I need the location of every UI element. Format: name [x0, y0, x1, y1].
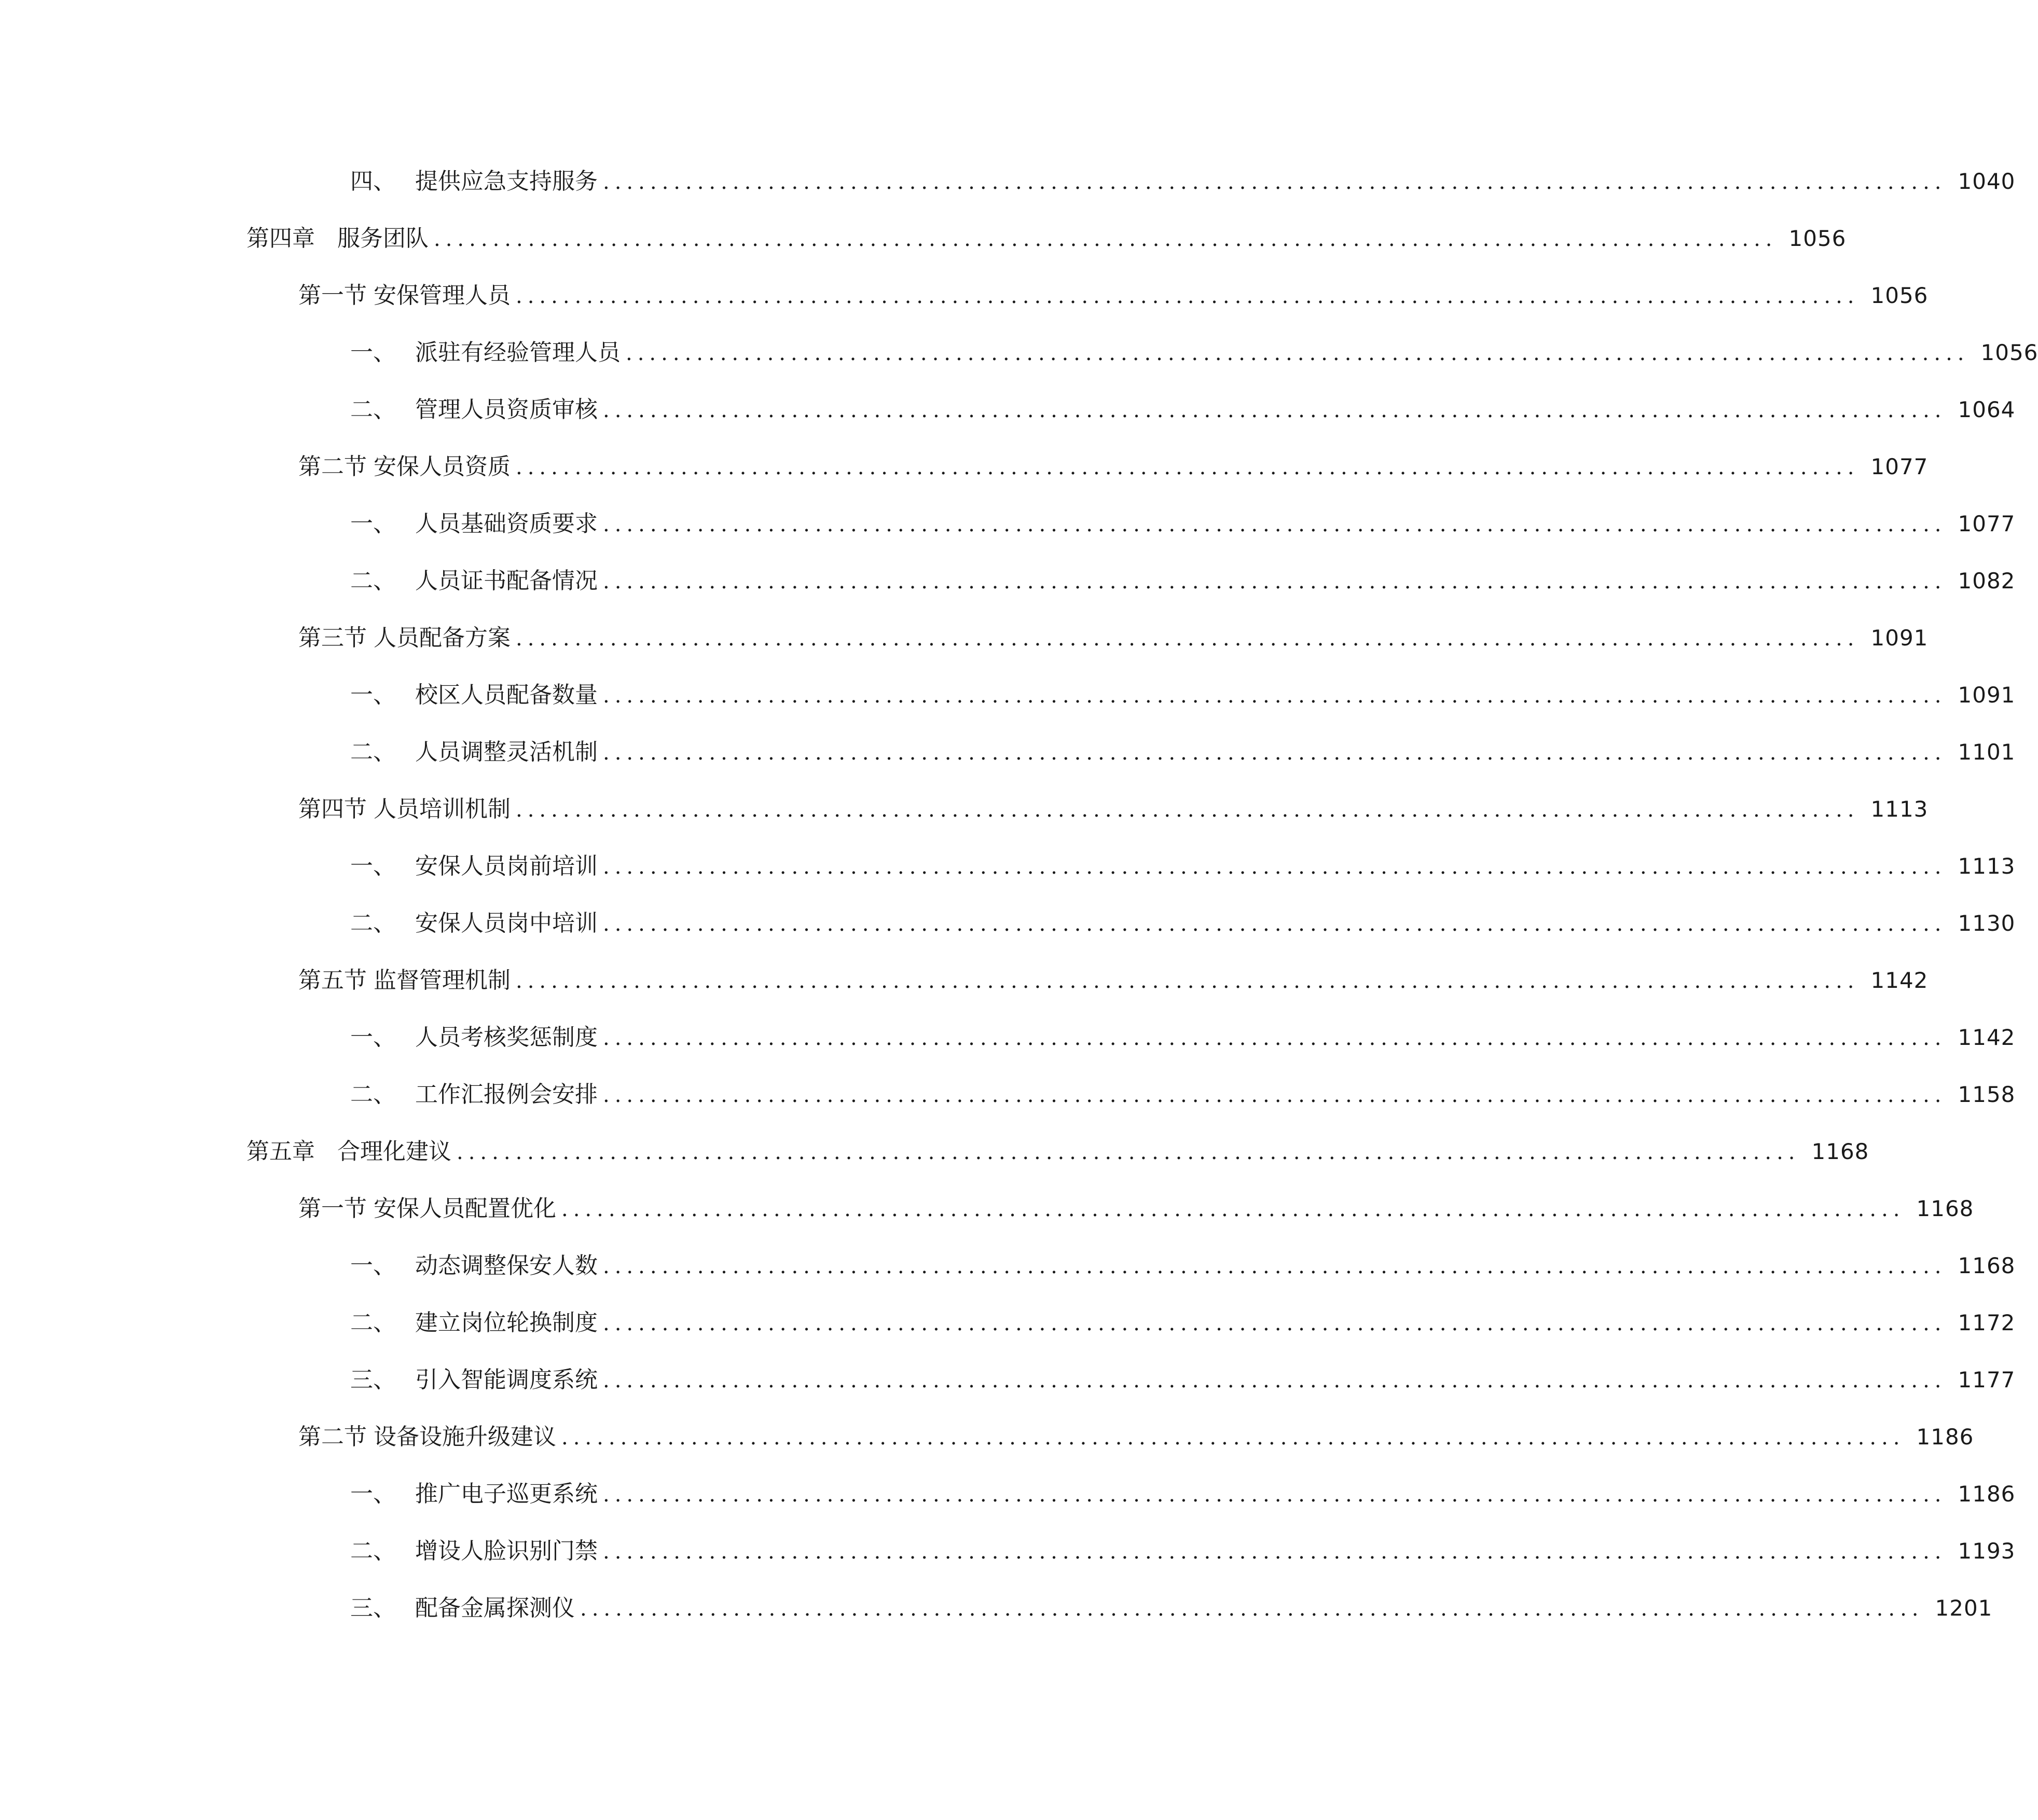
dot-leader: .................................................................................................................. — [434, 227, 1778, 251]
toc-entry-number: 第三节 — [298, 625, 367, 651]
toc-entry[interactable] — [350, 1078, 2016, 1111]
toc-entry-page: 1201 — [1935, 1595, 1993, 1621]
toc-entry-number: 一、 — [350, 682, 396, 708]
toc-entry-title: 建立岗位轮换制度 — [415, 1309, 598, 1336]
toc-entry-number: 第二节 — [298, 1424, 367, 1450]
dot-leader: .................................................................................................................. — [516, 456, 1860, 479]
dot-leader: .................................................................................................................. — [603, 1540, 1947, 1564]
toc-entry-page: 1077 — [1870, 454, 1929, 479]
toc-entry-title: 动态调整保安人数 — [415, 1252, 598, 1279]
toc-entry[interactable] — [298, 450, 1929, 484]
toc-entry[interactable] — [350, 564, 2016, 598]
toc-entry[interactable] — [298, 279, 1929, 312]
toc-entry-title: 安保人员岗前培训 — [415, 853, 598, 879]
toc-entry-page: 1168 — [1916, 1196, 1974, 1221]
toc-entry-title: 工作汇报例会安排 — [415, 1081, 598, 1108]
toc-entry-number: 第五章 — [246, 1138, 315, 1165]
toc-entry-number: 二、 — [350, 568, 396, 594]
dot-leader: .................................................................................................................. — [603, 513, 1947, 536]
dot-leader: .................................................................................................................. — [603, 912, 1947, 936]
toc-entry-page: 1056 — [1870, 283, 1929, 308]
toc-entry-title: 服务团队 — [337, 225, 429, 252]
toc-entry-page: 1158 — [1958, 1082, 2016, 1107]
toc-entry-title: 增设人脸识别门禁 — [415, 1538, 598, 1564]
toc-entry[interactable] — [350, 850, 2016, 883]
dot-leader: .................................................................................................................. — [561, 1197, 1905, 1221]
toc-entry-page: 1186 — [1916, 1424, 1974, 1450]
toc-entry-page: 1113 — [1958, 853, 2016, 879]
toc-entry[interactable] — [350, 1535, 2016, 1568]
toc-entry-title: 推广电子巡更系统 — [415, 1481, 598, 1507]
toc-entry-number: 一、 — [350, 853, 396, 879]
dot-leader: .................................................................................................................. — [603, 855, 1947, 879]
toc-entry-number: 二、 — [350, 739, 396, 765]
toc-entry-number: 第四节 — [298, 796, 367, 822]
toc-entry[interactable] — [350, 1021, 2016, 1054]
toc-entry-page: 1056 — [1980, 340, 2038, 365]
toc-entry[interactable] — [350, 507, 2016, 541]
toc-entry[interactable] — [350, 907, 2016, 940]
toc-entry[interactable] — [350, 1306, 2016, 1340]
toc-entry-page: 1101 — [1958, 739, 2016, 765]
toc-entry[interactable] — [350, 1592, 1993, 1625]
toc-entry[interactable] — [350, 736, 2016, 769]
toc-entry-page: 1130 — [1958, 911, 2016, 936]
toc-entry-title: 合理化建议 — [337, 1138, 451, 1165]
toc-entry[interactable] — [350, 393, 2016, 426]
toc-entry[interactable] — [298, 1421, 1974, 1454]
toc-entry[interactable] — [350, 1478, 2016, 1511]
toc-entry-title: 人员证书配备情况 — [415, 568, 598, 594]
dot-leader: .................................................................................................................. — [561, 1426, 1905, 1450]
toc-entry-title: 人员配备方案 — [374, 625, 511, 651]
dot-leader: .................................................................................................................. — [603, 1483, 1947, 1507]
toc-entry-number: 第四章 — [246, 225, 315, 252]
toc-entry[interactable] — [298, 622, 1929, 655]
toc-entry-page: 1168 — [1811, 1139, 1869, 1164]
toc-entry-page: 1142 — [1958, 1025, 2016, 1050]
toc-entry-number: 一、 — [350, 1481, 396, 1507]
toc-entry-page: 1168 — [1958, 1253, 2016, 1278]
toc-entry-number: 二、 — [350, 1081, 396, 1108]
toc-entry-title: 安保人员配置优化 — [374, 1195, 556, 1222]
dot-leader: .................................................................................................................. — [603, 741, 1947, 765]
toc-entry[interactable] — [246, 222, 1847, 255]
dot-leader: .................................................................................................................. — [626, 341, 1970, 365]
toc-entry-title: 安保管理人员 — [374, 282, 511, 309]
toc-entry-page: 1082 — [1958, 568, 2016, 594]
toc-entry-title: 人员基础资质要求 — [415, 511, 598, 537]
toc-entry-number: 第二节 — [298, 453, 367, 480]
dot-leader: .................................................................................................................. — [603, 570, 1947, 594]
toc-entry[interactable] — [350, 679, 2016, 712]
toc-entry-number: 第五节 — [298, 967, 367, 994]
toc-entry-number: 四、 — [350, 168, 396, 195]
toc-entry[interactable] — [246, 1135, 1869, 1168]
toc-entry[interactable] — [298, 793, 1929, 826]
toc-entry-title: 配备金属探测仪 — [415, 1595, 575, 1621]
toc-entry-page: 1193 — [1958, 1538, 2016, 1564]
dot-leader: .................................................................................................................. — [457, 1140, 1800, 1164]
dot-leader: .................................................................................................................. — [603, 170, 1947, 194]
toc-entry-title: 人员培训机制 — [374, 796, 511, 822]
toc-entry-number: 一、 — [350, 339, 396, 366]
toc-entry-page: 1172 — [1958, 1310, 2016, 1335]
toc-entry-page: 1064 — [1958, 397, 2016, 422]
dot-leader: .................................................................................................................. — [603, 1026, 1947, 1050]
toc-entry-page: 1186 — [1958, 1481, 2016, 1507]
toc-entry-number: 二、 — [350, 396, 396, 423]
toc-entry-number: 一、 — [350, 1252, 396, 1279]
toc-entry-title: 人员考核奖惩制度 — [415, 1024, 598, 1051]
toc-entry-page: 1056 — [1788, 226, 1847, 251]
dot-leader: .................................................................................................................. — [603, 1254, 1947, 1278]
toc-entry-title: 安保人员岗中培训 — [415, 910, 598, 936]
toc-entry-title: 管理人员资质审核 — [415, 396, 598, 423]
toc-entry-page: 1077 — [1958, 511, 2016, 536]
toc-entry[interactable] — [350, 1363, 2016, 1397]
toc-entry-number: 三、 — [350, 1367, 396, 1393]
toc-entry-page: 1091 — [1870, 625, 1929, 651]
dot-leader: .................................................................................................................. — [603, 398, 1947, 422]
toc-entry-title: 设备设施升级建议 — [374, 1424, 556, 1450]
toc-entry[interactable] — [350, 165, 2016, 198]
toc-entry-number: 一、 — [350, 1024, 396, 1051]
toc-entry-title: 安保人员资质 — [374, 453, 511, 480]
toc-entry-title: 人员调整灵活机制 — [415, 739, 598, 765]
dot-leader: .................................................................................................................. — [603, 1312, 1947, 1335]
dot-leader: .................................................................................................................. — [516, 798, 1860, 822]
toc-entry[interactable] — [298, 964, 1929, 997]
toc-entry-number: 二、 — [350, 1309, 396, 1336]
toc-entry-number: 二、 — [350, 1538, 396, 1564]
toc-entry-page: 1177 — [1958, 1367, 2016, 1392]
toc-entry[interactable] — [350, 336, 2038, 369]
toc-entry-number: 第一节 — [298, 282, 367, 309]
dot-leader: .................................................................................................................. — [603, 1083, 1947, 1107]
toc-entry-number: 第一节 — [298, 1195, 367, 1222]
toc-entry-page: 1142 — [1870, 968, 1929, 993]
toc-entry-title: 引入智能调度系统 — [415, 1367, 598, 1393]
dot-leader: .................................................................................................................. — [603, 684, 1947, 708]
toc-entry-number: 二、 — [350, 910, 396, 936]
toc-entry-number: 一、 — [350, 511, 396, 537]
dot-leader: .................................................................................................................. — [516, 969, 1860, 993]
toc-entry-page: 1113 — [1870, 796, 1929, 822]
toc-entry-title: 提供应急支持服务 — [415, 168, 598, 195]
dot-leader: .................................................................................................................. — [603, 1369, 1947, 1392]
toc-entry-title: 监督管理机制 — [374, 967, 511, 994]
dot-leader: .................................................................................................................. — [516, 627, 1860, 651]
toc-entry-title: 校区人员配备数量 — [415, 682, 598, 708]
dot-leader: .................................................................................................................. — [516, 284, 1860, 308]
toc-entry[interactable] — [350, 1249, 2016, 1283]
toc-entry-page: 1091 — [1958, 682, 2016, 708]
toc-entry-title: 派驻有经验管理人员 — [415, 339, 621, 366]
toc-entry[interactable] — [298, 1192, 1974, 1225]
toc-entry-number: 三、 — [350, 1595, 396, 1621]
dot-leader: .................................................................................................................. — [580, 1597, 1924, 1621]
toc-entry-page: 1040 — [1958, 169, 2016, 194]
